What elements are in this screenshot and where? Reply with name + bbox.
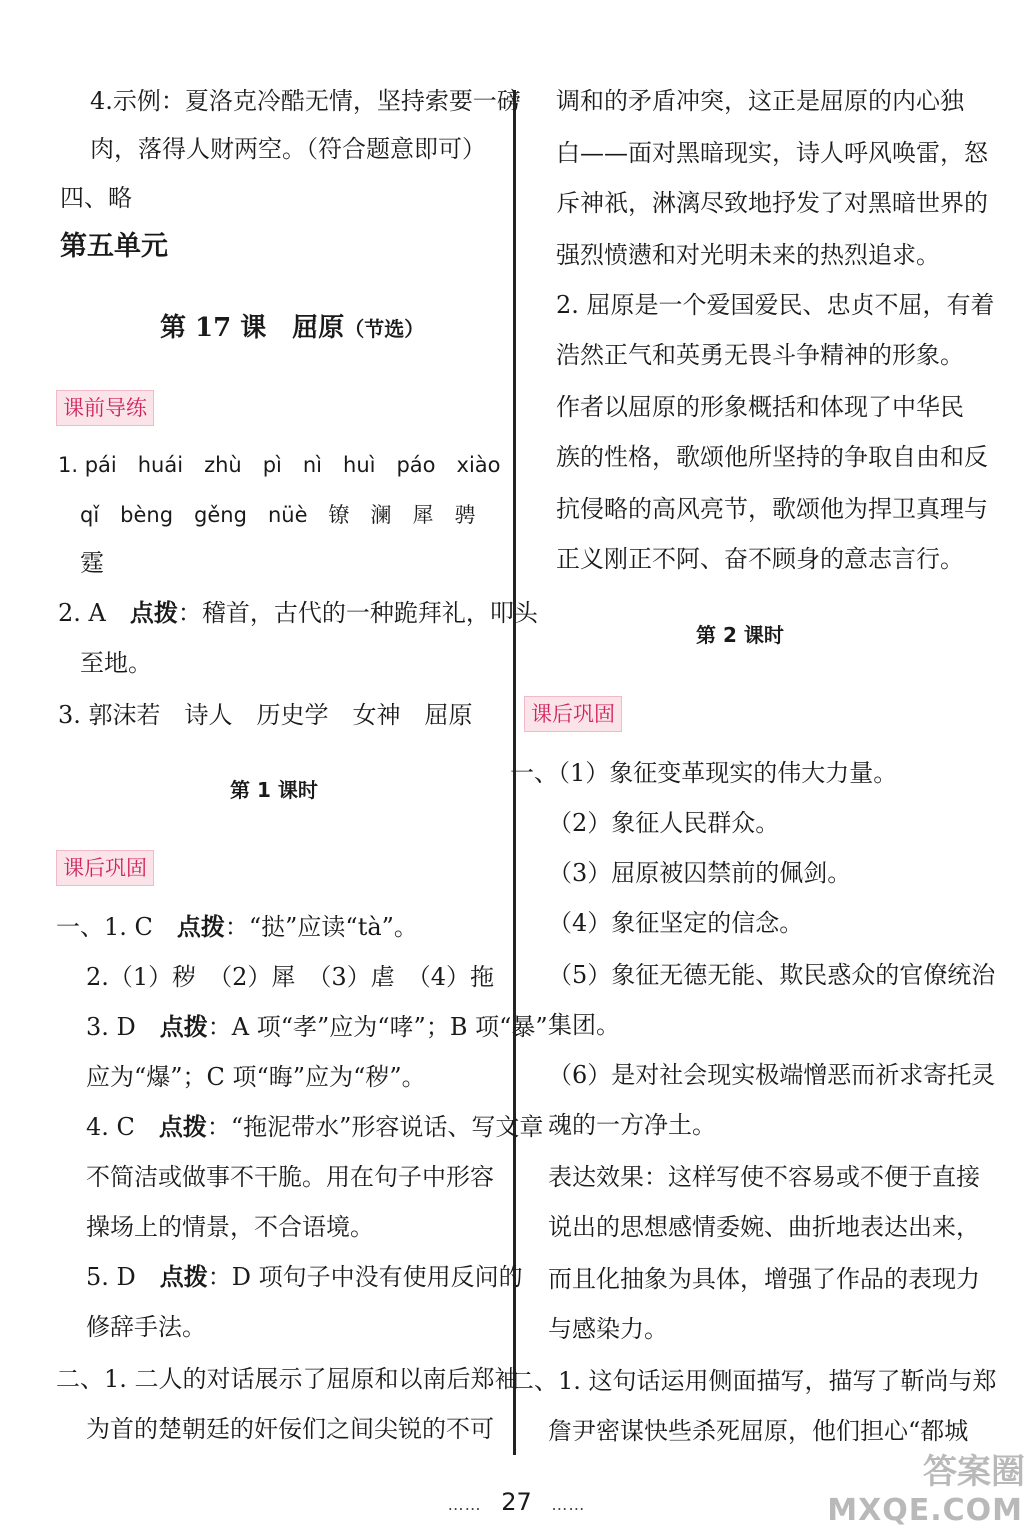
hint-label: 点拨 <box>176 913 225 941</box>
footer-dots-right: …… <box>551 1495 586 1514</box>
lesson-title-sub: （节选） <box>344 317 425 341</box>
answer-line: 表达效果：这样写使不容易或不便于直接 <box>548 1163 980 1191</box>
answer-line: 浩然正气和英勇无畏斗争精神的形象。 <box>556 341 964 369</box>
answer-num: 5. D <box>86 1263 160 1291</box>
answer-line: （4）象征坚定的信念。 <box>548 909 804 937</box>
footer-dots-left: …… <box>447 1495 482 1514</box>
pinyin-line: 1. pái huái zhù pì nì huì páo xiào <box>58 453 501 477</box>
hint-label: 点拨 <box>158 1113 207 1141</box>
answer-line: 3. 郭沫若 诗人 历史学 女神 屈原 <box>58 701 473 729</box>
answer-line: 二、1. 二人的对话展示了屈原和以南后郑袖 <box>56 1365 519 1393</box>
section-tag-after: 课后巩固 <box>524 696 622 732</box>
answer-line: 不简洁或做事不干脆。用在句子中形容 <box>86 1163 494 1191</box>
answer-line: 詹尹密谋快些杀死屈原，他们担心“都城 <box>548 1417 969 1445</box>
watermark-top-text: 答案圈 <box>923 1452 1025 1492</box>
watermark-bottom-text: MXQE.COM <box>827 1493 1023 1528</box>
answer-num: 4. C <box>86 1113 159 1141</box>
answer-line: （5）象征无德无能、欺民惑众的官僚统治 <box>548 961 996 989</box>
answer-num: 3. D <box>86 1013 160 1041</box>
answer-line: 族的性格，歌颂他所坚持的争取自由和反 <box>556 443 988 471</box>
answer-line: 修辞手法。 <box>86 1313 206 1341</box>
pinyin-line: 霆 <box>80 549 104 577</box>
period-heading: 第 2 课时 <box>696 623 784 647</box>
answer-line: 说出的思想感情委婉、曲折地表达出来， <box>548 1213 980 1241</box>
answer-line: 至地。 <box>80 649 152 677</box>
period-heading: 第 1 课时 <box>230 778 318 802</box>
answer-line: 正义刚正不阿、奋不顾身的意志言行。 <box>556 545 964 573</box>
answer-line: 2.（1）秽 （2）犀 （3）虐 （4）拖 <box>86 963 494 991</box>
answer-line: 2. 屈原是一个爱国爱民、忠贞不屈，有着 <box>556 291 995 319</box>
answer-line: 斥神祇，淋漓尽致地抒发了对黑暗世界的 <box>556 189 988 217</box>
answer-line: 抗侵略的高风亮节，歌颂他为捍卫真理与 <box>556 495 988 523</box>
answer-line: （3）屈原被囚禁前的佩剑。 <box>548 859 852 887</box>
answer-text: ：“拖泥带水”形容说话、写文章 <box>206 1113 544 1141</box>
watermark-logo <box>827 1444 1025 1528</box>
pinyin-line: qǐ bèng gěng nüè 镣 澜 犀 骋 <box>80 503 476 527</box>
answer-line: 集团。 <box>548 1011 620 1039</box>
answer-line: 白——面对黑暗现实，诗人呼风唤雷，怒 <box>556 139 988 167</box>
answer-line <box>86 1262 523 1292</box>
answer-line: 作者以屈原的形象概括和体现了中华民 <box>556 393 964 421</box>
answer-text: ：稽首，古代的一种跪拜礼，叩头 <box>177 599 538 627</box>
unit-title: 第五单元 <box>60 231 168 262</box>
answer-line: 二、1. 这句话运用侧面描写，描写了靳尚与郑 <box>510 1367 997 1395</box>
answer-line: （6）是对社会现实极端憎恶而祈求寄托灵 <box>548 1061 996 1089</box>
answer-line <box>86 1112 543 1142</box>
answer-line: 强烈愤懑和对光明未来的热烈追求。 <box>556 241 940 269</box>
answer-text: ：“挞”应读“tà”。 <box>224 913 418 941</box>
answer-line: 调和的矛盾冲突，这正是屈原的内心独 <box>556 87 964 115</box>
answer-line: 四、略 <box>60 184 132 212</box>
answer-line: 操场上的情景，不合语境。 <box>86 1213 374 1241</box>
answer-line: 为首的楚朝廷的奸佞们之间尖锐的不可 <box>86 1415 494 1443</box>
answer-line <box>58 598 538 628</box>
answer-line: 肉，落得人财两空。（符合题意即可） <box>90 135 486 163</box>
lesson-title <box>160 313 424 344</box>
answer-line <box>86 1012 548 1042</box>
lesson-title-main: 第 17 课 屈原 <box>160 313 345 343</box>
hint-label: 点拨 <box>159 1013 208 1041</box>
section-tag-preview: 课前导练 <box>56 390 154 426</box>
answer-num: 一、1. C <box>56 913 177 941</box>
answer-line: （2）象征人民群众。 <box>548 809 780 837</box>
hint-label: 点拨 <box>129 599 178 627</box>
answer-line: 与感染力。 <box>548 1315 668 1343</box>
answer-text: ：A 项“孝”应为“哮”；B 项“暴” <box>207 1013 548 1041</box>
answer-line: 而且化抽象为具体，增强了作品的表现力 <box>548 1265 980 1293</box>
section-tag-after: 课后巩固 <box>56 850 154 886</box>
page-number: 27 <box>501 1488 532 1516</box>
hint-label: 点拨 <box>159 1263 208 1291</box>
answer-line: 一、（1）象征变革现实的伟大力量。 <box>510 759 898 787</box>
answer-text: ：D 项句子中没有使用反问的 <box>207 1263 523 1291</box>
answer-line: 应为“爆”；C 项“晦”应为“秽”。 <box>86 1063 426 1091</box>
answer-line: 魂的一方净土。 <box>548 1111 716 1139</box>
answer-line <box>56 912 418 942</box>
answer-num: 2. A <box>58 599 130 627</box>
answer-line: 4.示例：夏洛克冷酷无情，坚持索要一磅 <box>90 87 521 115</box>
